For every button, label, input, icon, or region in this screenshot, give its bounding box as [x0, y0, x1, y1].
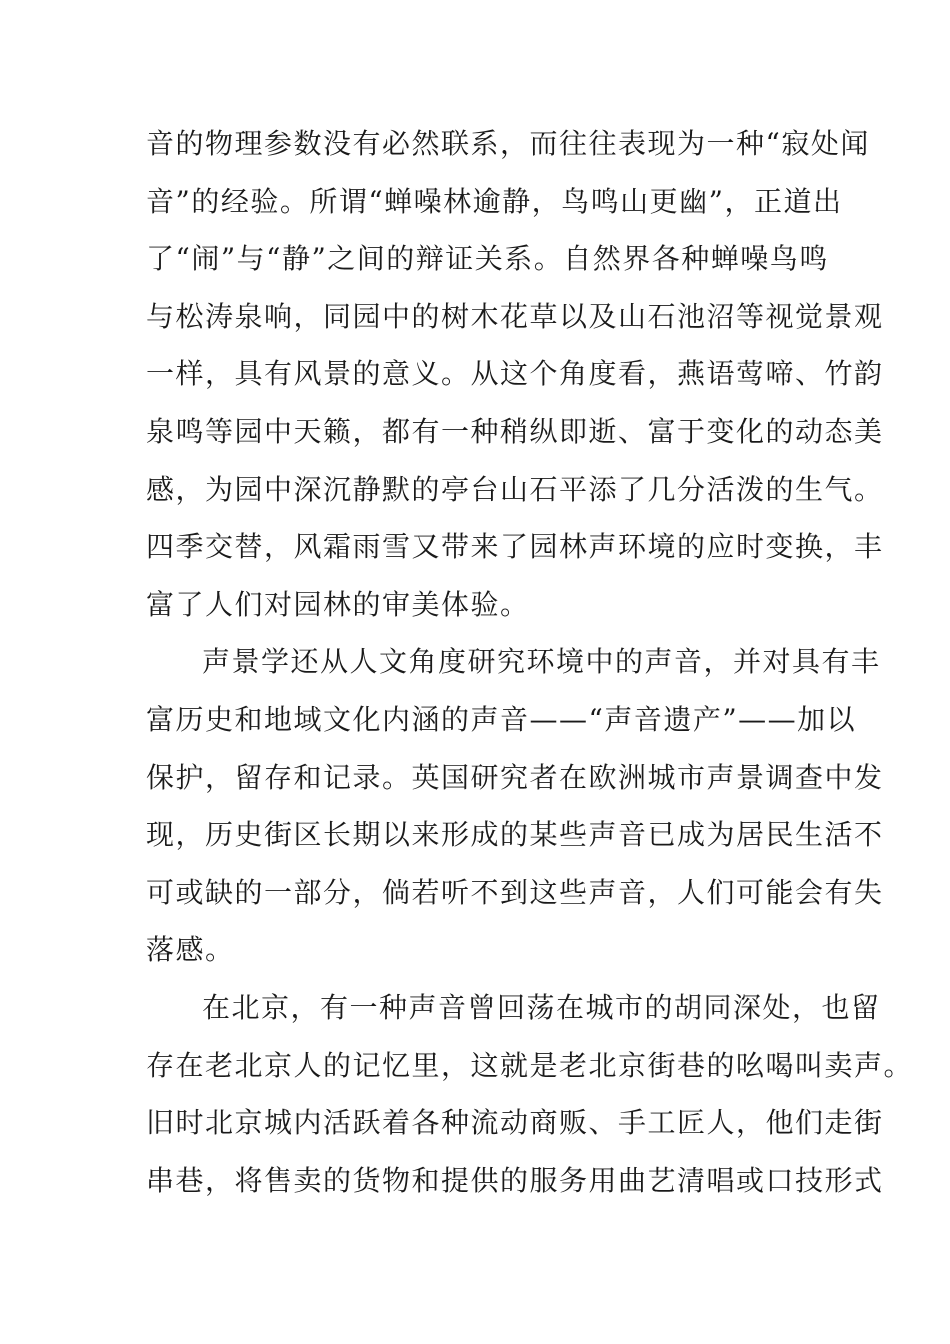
text-line: 与松涛泉响，同园中的树木花草以及山石池沼等视觉景观: [146, 299, 884, 333]
text-line: 音”的经验。所谓“蝉噪林逾静，鸟鸣山更幽”，正道出: [146, 184, 843, 218]
text-line: 富历史和地域文化内涵的声音——“声音遗产”——加以: [146, 702, 857, 736]
body-text: [146, 115, 914, 1209]
text-line-indented: 在北京，有一种声音曾回荡在城市的胡同深处，也留: [202, 990, 881, 1024]
text-line: 串巷，将售卖的货物和提供的服务用曲艺清唱或口技形式: [146, 1163, 884, 1197]
text-line: 富了人们对园林的审美体验。: [146, 587, 530, 621]
text-line: 落感。: [146, 933, 235, 967]
text-line: 音的物理参数没有必然联系，而往往表现为一种“寂处闻: [146, 127, 870, 160]
text-line: 感，为园中深沉静默的亭台山石平添了几分活泼的生气。: [146, 472, 884, 506]
text-line-indented: 声景学还从人文角度研究环境中的声音，并对具有丰: [202, 645, 881, 679]
text-line: 现，历史街区长期以来形成的某些声音已成为居民生活不: [146, 818, 884, 852]
paragraph-1: [146, 115, 884, 633]
text-line: 旧时北京城内活跃着各种流动商贩、手工匠人，他们走街: [146, 1106, 884, 1140]
text-line: 保护，留存和记录。英国研究者在欧洲城市声景调查中发: [146, 760, 884, 794]
paragraph-3: [146, 979, 914, 1209]
text-line: 一样，具有风景的意义。从这个角度看，燕语莺啼、竹韵: [146, 357, 884, 391]
text-line: 可或缺的一部分，倘若听不到这些声音，人们可能会有失: [146, 875, 884, 909]
paragraph-2: [146, 633, 884, 979]
text-line: 了“闹”与“静”之间的辩证关系。自然界各种蝉噪鸟鸣: [146, 242, 829, 276]
text-line: 存在老北京人的记忆里，这就是老北京街巷的吆喝叫卖声。: [146, 1048, 914, 1082]
text-line: 泉鸣等园中天籁，都有一种稍纵即逝、富于变化的动态美: [146, 414, 884, 448]
text-line: 四季交替，风霜雨雪又带来了园林声环境的应时变换，丰: [146, 530, 884, 564]
